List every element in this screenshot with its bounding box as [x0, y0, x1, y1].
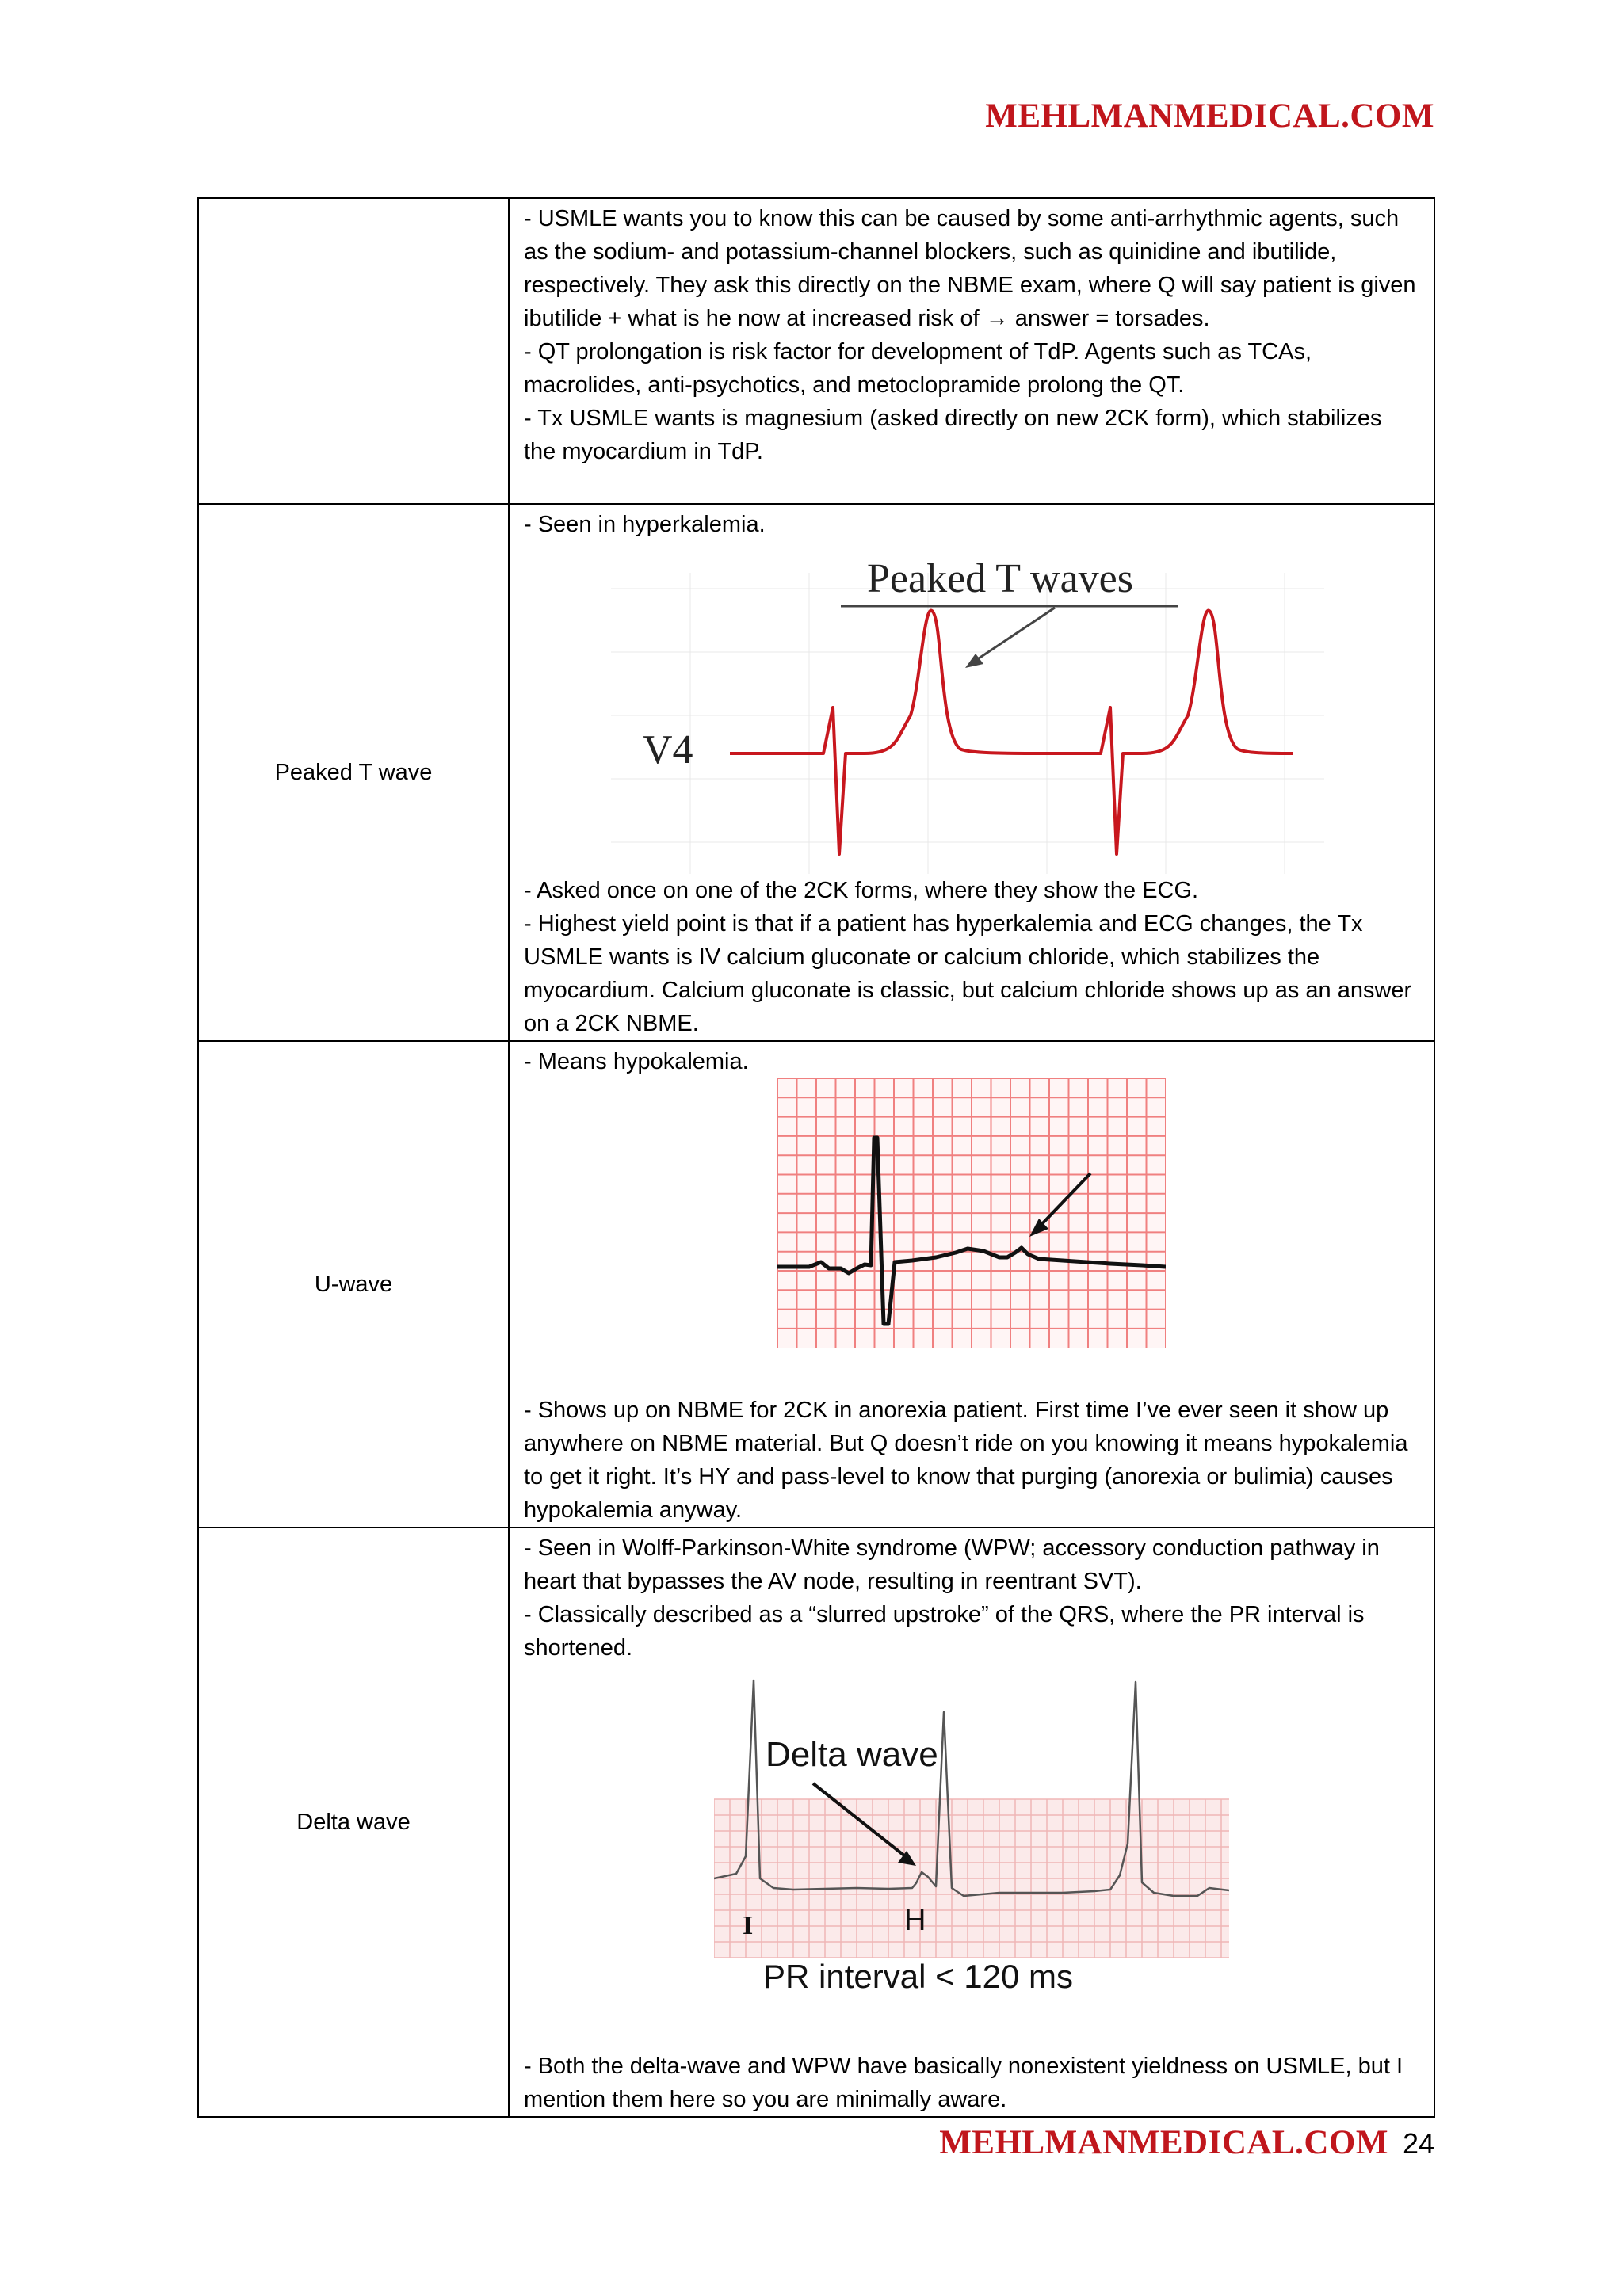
row-label-peaked-t-wave: Peaked T wave	[198, 504, 509, 1041]
text-line: - Seen in Wolff-Parkinson-White syndrome (WPW; accessory conduction pathway in heart that bypasses the AV node, resulting in reentrant SVT).	[524, 1535, 1380, 1594]
footer	[939, 2123, 1434, 2162]
delta-wave-ecg-figure	[714, 1665, 1229, 2005]
row-content	[509, 198, 1434, 504]
text-line: - Highest yield point is that if a patient has hyperkalemia and ECG changes, the Tx USMLE wants is IV calcium gluconate or calcium chloride, which stabilizes the myocardium. Calcium gluconate is classic, but calcium chloride shows up as an answer on a 2CK NBME.	[524, 911, 1412, 1036]
lead-label: V4	[643, 727, 693, 772]
content-table	[197, 197, 1435, 2118]
peaked-t-wave-ecg-figure	[611, 541, 1324, 874]
figure-caption: PR interval < 120 ms	[763, 1958, 1074, 1995]
text-line: - Seen in hyperkalemia.	[524, 512, 766, 537]
row-content	[509, 1527, 1434, 2117]
u-wave-ecg-figure	[777, 1078, 1166, 1348]
text-line: - Means hypokalemia.	[524, 1049, 749, 1074]
figure-title: Delta wave	[766, 1735, 938, 1774]
text-line: - Both the delta-wave and WPW have basically nonexistent yieldness on USMLE, but I mention them here so you are minimally aware.	[524, 2054, 1403, 2112]
row-content	[509, 504, 1434, 1041]
pr-marker: H	[904, 1904, 926, 1937]
text-line: - Classically described as a “slurred upstroke” of the QRS, where the PR interval is shortened.	[524, 1602, 1365, 1661]
figure-title: Peaked T waves	[867, 556, 1133, 601]
footer-brand: MEHLMANMEDICAL.COM	[939, 2124, 1388, 2161]
row-content	[509, 1041, 1434, 1527]
lead-label: I	[743, 1911, 754, 1940]
text-line: - Shows up on NBME for 2CK in anorexia patient. First time I’ve ever seen it show up anywhere on NBME material. But Q doesn’t ride on you knowing it means hypokalemia to get it right. It’s HY and pass-level to know that purging (anorexia or bulimia) causes hypokalemia anyway.	[524, 1398, 1408, 1523]
header-brand: MEHLMANMEDICAL.COM	[985, 97, 1434, 135]
text-line: - USMLE wants you to know this can be caused by some anti-arrhythmic agents, such as the sodium- and potassium-channel blockers, such as quinidine and ibutilide, respectively. They ask this directly on the NBME exam, where Q will say patient is given ibutilide + what is he now at increased risk of → answer = torsades.	[524, 206, 1416, 331]
row-label-u-wave: U-wave	[198, 1041, 509, 1527]
table-row	[198, 1041, 1434, 1527]
text-line: - Asked once on one of the 2CK forms, where they show the ECG.	[524, 878, 1199, 903]
row-label-delta-wave: Delta wave	[198, 1527, 509, 2117]
table-row	[198, 504, 1434, 1041]
text-line: - QT prolongation is risk factor for development of TdP. Agents such as TCAs, macrolides, anti-psychotics, and metoclopramide prolong the QT.	[524, 339, 1312, 398]
page-number: 24	[1402, 2127, 1434, 2160]
row-label	[198, 198, 509, 504]
ecg-trace	[730, 611, 1293, 854]
text-line: - Tx USMLE wants is magnesium (asked directly on new 2CK form), which stabilizes the myocardium in TdP.	[524, 406, 1382, 464]
table-row	[198, 198, 1434, 504]
table-row	[198, 1527, 1434, 2117]
